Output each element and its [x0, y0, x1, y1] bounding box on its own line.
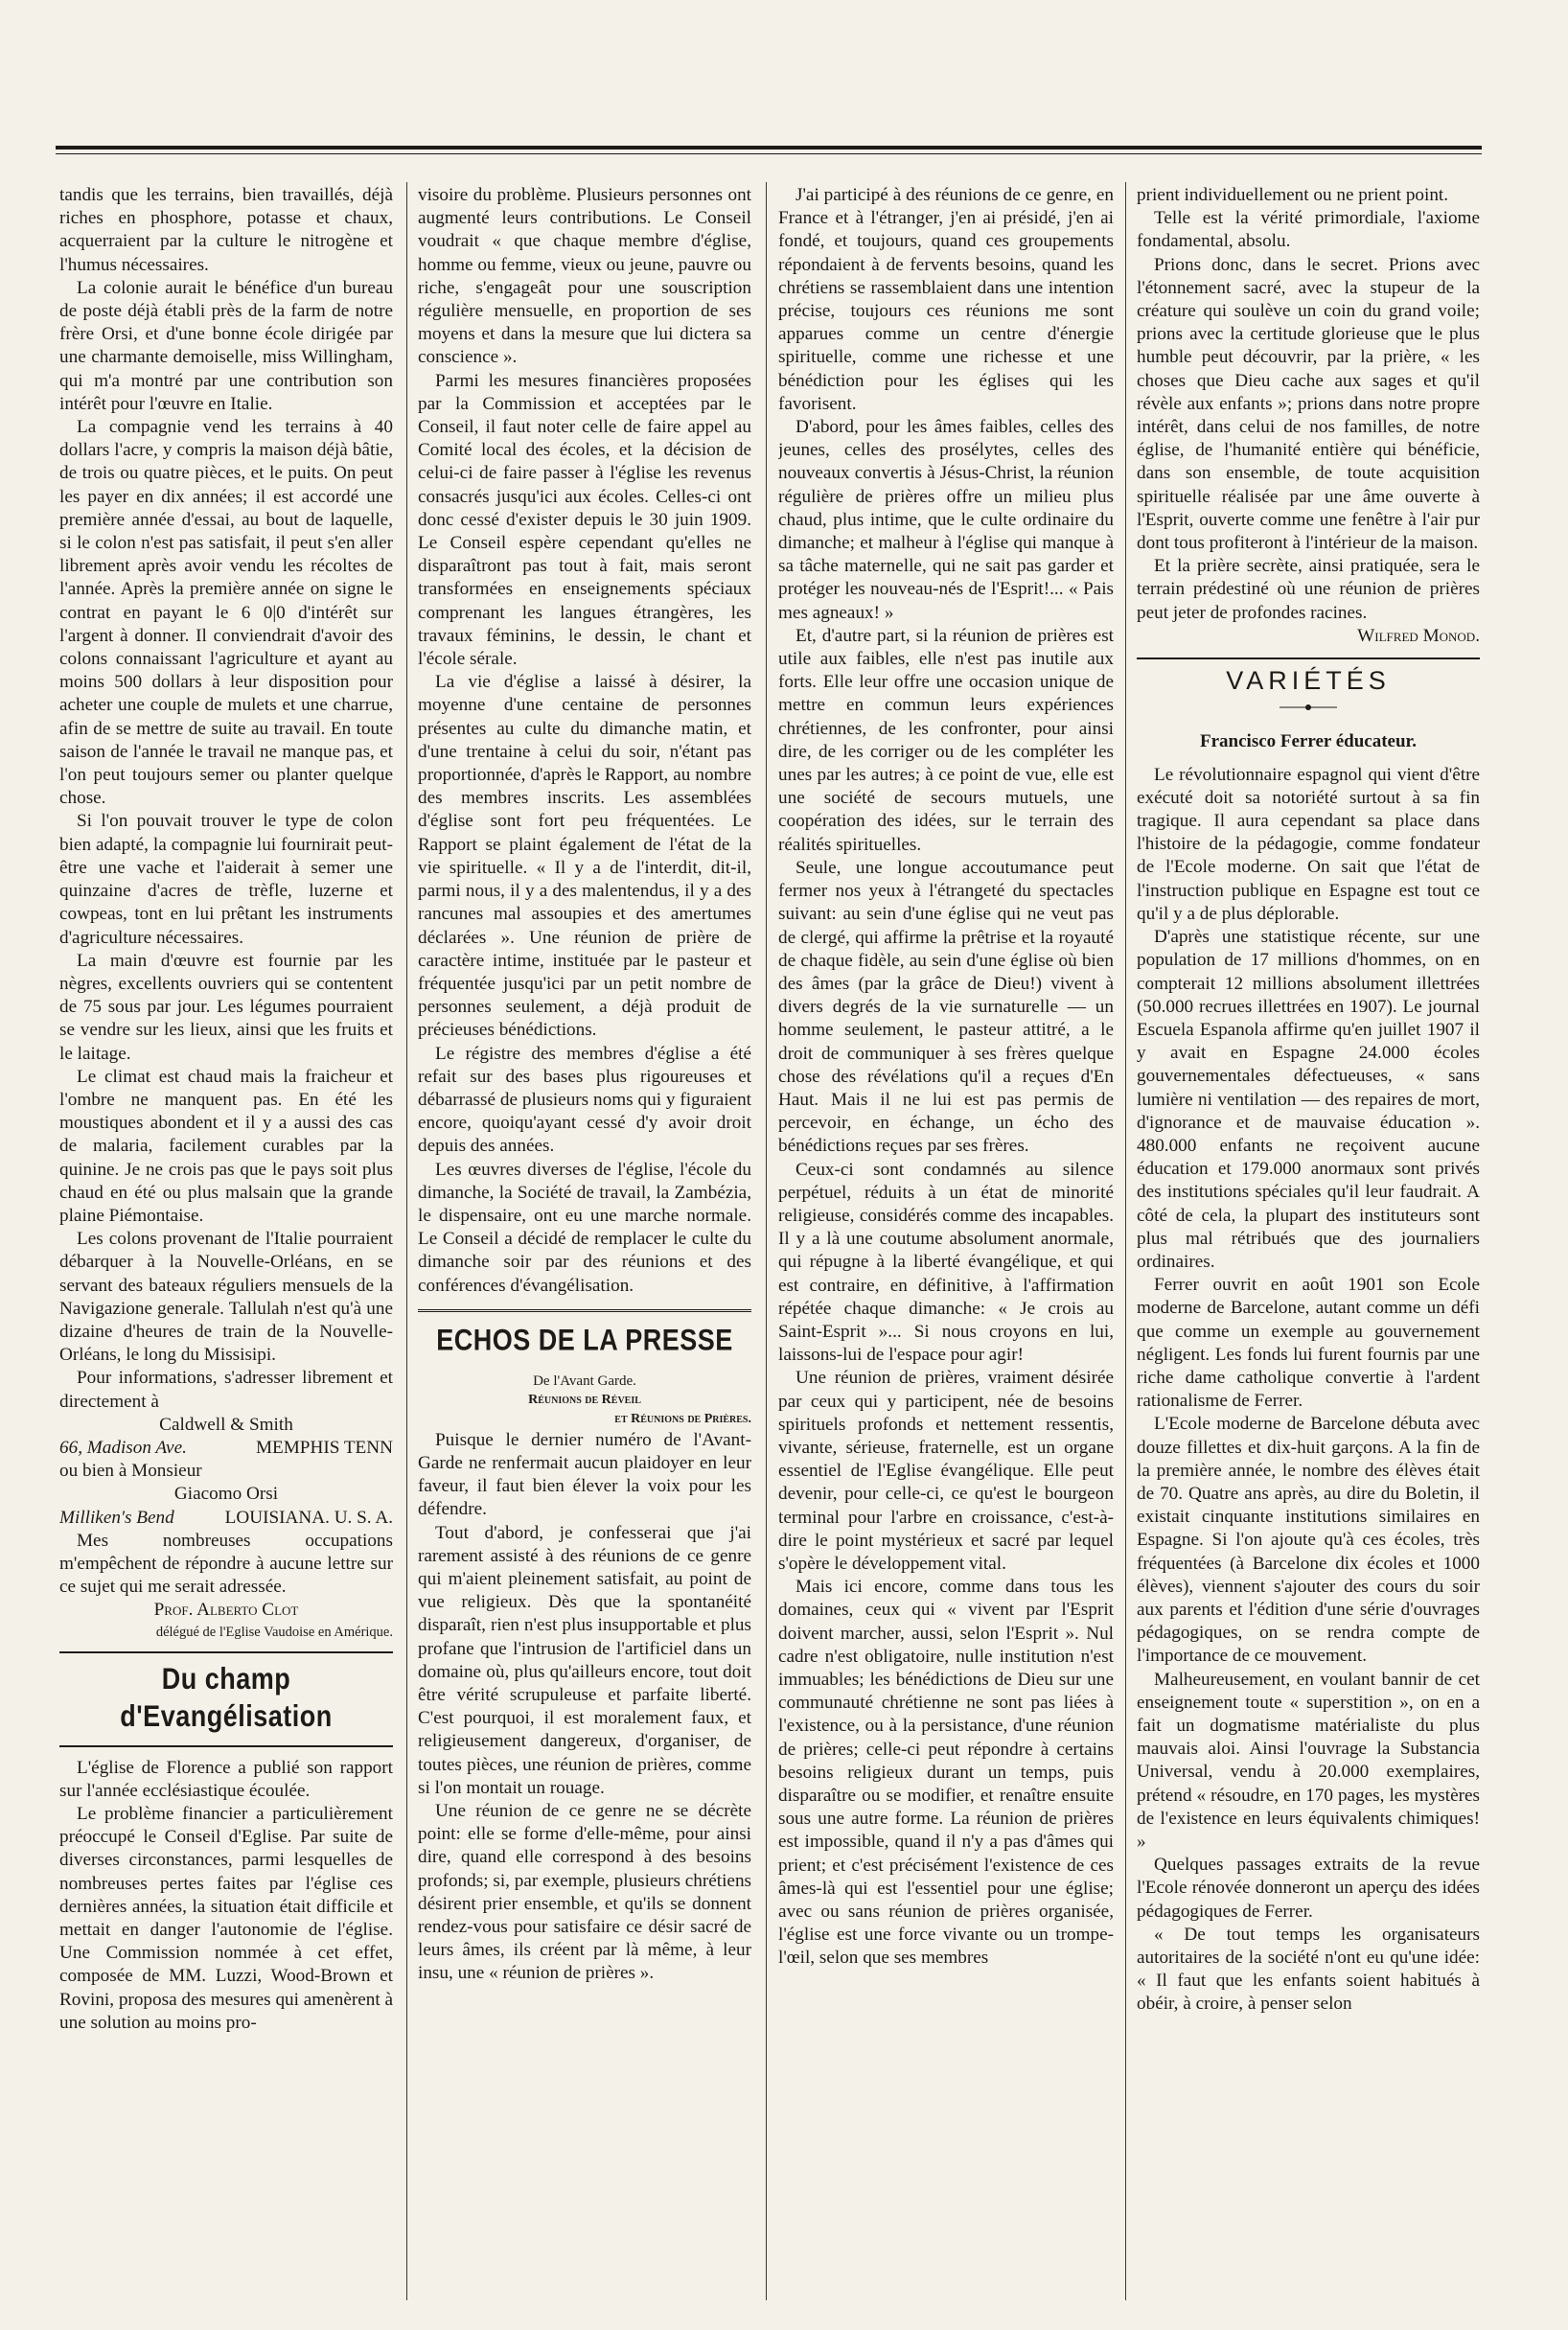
- paragraph: D'après une statistique récente, sur une population de 17 millions d'hommes, on en compterait 12 millions absolument illettrées (50.000 recrues illettrées en 1907). Le journal Escuela Espanola affirme qu'en juillet 1907 il y avait en Espagne 24.000 écoles gouvernementales défectueuses, « sans lumière ni ventilation — des repaires de mort, d'ignorance et de mauvaise éducation ». 480.000 enfants ne reçoivent aucune éducation et 179.000 anormaux sont privés des institutions spéciales qu'il leur faudrait. A côté de cela, la plupart des instituteurs sont plus mal rétribués que des journaliers ordinaires.: [1137, 927, 1480, 1272]
- article-subtitle: et Réunions de Prières.: [614, 1411, 751, 1426]
- paragraph: Seule, une longue accoutumance peut fermer nos yeux à l'étrangeté du spectacles suivant: au sein d'une église qui ne veut pas de clergé, qui affirme la prêtrise et la royauté de chaque fidèle, au sein d'une église où bien des âmes (par la grâce de Dieu!) vivent à divers degrés de la vie surnaturelle — un homme seulement, le pasteur attitré, a le droit de communiquer à ses frères quelque chose des révélations qu'il a reçues d'En Haut. Mais il ne lui est pas permis de percevoir, en échange, un écho des bénédictions reçues par ses frères.: [778, 857, 1114, 1157]
- author-title: délégué de l'Eglise Vaudoise en Amérique.: [155, 1624, 393, 1640]
- paragraph: La compagnie vend les terrains à 40 dollars l'acre, y compris la maison déjà bâtie, de trois ou quatre pièces, et le puits. On peut les payer en dix années; il est accordé une première année d'essai, au bout de laquelle, si le colon n'est pas satisfait, il peut s'en aller librement après avoir vendu les récoltes de l'année. Après la première année on signe le contrat en payant le 6 0|0 d'intérêt sur l'argent à donner. Il conviendrait d'avoir des colons connaissant l'agriculture et ayant au moins 500 dollars à leur disposition pour acheter une couple de mulets et une charrue, afin de se mettre de suite au travail. En toute saison de l'année le travail ne manque pas, et l'on peut toujours semer ou planter quelque chose.: [59, 417, 393, 809]
- address-state: LOUISIANA. U. S. A.: [224, 1507, 393, 1528]
- paragraph: Ceux-ci sont condamnés au silence perpétuel, réduits à un état de minorité religieuse, considérés comme des incapables. Il y a là une coutume absolument anormale, qui répugne à la liberté évangélique, et qui est contraire, en définitive, à l'affirmation répétée chaque dimanche: « Je crois au Saint-Esprit »... Si nous croyons en lui, laissons-lui de l'espace pour agir!: [778, 1159, 1114, 1366]
- column-divider: [1125, 182, 1126, 2300]
- paragraph: La colonie aurait le bénéfice d'un bureau de poste déjà établi près de la farm de notre frère Orsi, et d'une bonne école dirigée par une charmante demoiselle, miss Willingham, qui m'a montré par une contribution son intérêt pour l'œuvre en Italie.: [59, 277, 393, 414]
- paragraph: Mes nombreuses occupations m'empêchent de répondre à aucune lettre sur ce sujet qui me serait adressée.: [59, 1530, 393, 1598]
- article-subtitle: Réunions de Réveil: [528, 1392, 641, 1407]
- paragraph: « De tout temps les organisateurs autoritaires de la société n'ont eu qu'une idée: « Il faut que les enfants soient habitués à obéir, à croire, à penser selon: [1137, 1924, 1480, 2015]
- paragraph: Quelques passages extraits de la revue l'Ecole rénovée donneront un aperçu des idées pédagogiques de Ferrer.: [1137, 1855, 1480, 1922]
- address-line: [59, 1437, 393, 1460]
- paragraph: Les colons provenant de l'Italie pourraient débarquer à la Nouvelle-Orléans, en se servant des bateaux réguliers mensuels de la Navigazione generale. Tallulah n'est qu'à une dizaine d'heures de train de la Nouvelle-Orléans, le long du Missisipi.: [59, 1229, 393, 1366]
- section-rule: [418, 1309, 751, 1312]
- paragraph: Une réunion de prières, vraiment désirée par ceux qui y participent, née de besoins spirituels profonds et nettement ressentis, vivante, sérieuse, fraternelle, est un organe essentiel de l'Eglise évangélique. Elle peut devenir, pour celle-ci, ce qu'est le bourgeon terminal pour l'arbre en croissance, c'est-à-dire le point mystérieux et sacré par lequel s'opère le développement vital.: [778, 1368, 1114, 1574]
- address-line: ou bien à Monsieur: [59, 1461, 202, 1482]
- paragraph: tandis que les terrains, bien travaillés, déjà riches en phosphore, potasse et chaux, acquerraient par la culture le nitrogène et l'humus nécessaires.: [59, 185, 393, 275]
- column-1: [59, 184, 393, 2293]
- section-rule: [59, 1745, 393, 1747]
- address-line: Giacomo Orsi: [173, 1484, 279, 1505]
- paragraph: Mais ici encore, comme dans tous les domaines, ceux qui « vivent par l'Esprit doivent marcher, aussi, selon l'Esprit ». Nul cadre n'est obligatoire, nulle institution n'est immuables; les bénédictions de Dieu sur une communauté chrétienne ne sont pas liées à l'existence, ou à la persistance, d'une réunion de prières; celle-ci peut répondre à certains besoins religieux durant un temps, puis disparaître ou se modifier, et renaître ensuite sous une autre forme. La réunion de prières est impossible, quand il n'y a pas d'âmes qui prient; et c'est précisément l'existence de ces âmes-là qui est l'essentiel pour une église; avec ou sans réunion de prières organisée, l'église est une force vivante ou un trompe-l'œil, selon que ses membres: [778, 1577, 1114, 1969]
- header-rule-thin: [56, 153, 1482, 154]
- paragraph: Le régistre des membres d'église a été refait sur des bases plus rigoureuses et débarrassé de plusieurs noms qui y figuraient encore, quoiqu'ayant cessé d'y avoir droit depuis des années.: [418, 1043, 751, 1157]
- address-line: Caldwell & Smith: [159, 1414, 293, 1435]
- paragraph: Tout d'abord, je confesserai que j'ai rarement assisté à des réunions de ce genre qui m'aient pleinement satisfait, au point de vue religieux. Dès que la spontanéité disparaît, rien n'est plus insupportable et plus profane que l'intrusion de l'artificiel dans un domaine où, plus qu'ailleurs encore, tout doit être vérité scrupuleuse et parfaite liberté. C'est pourquoi, il est moralement faux, et religieusement dangereux, d'organiser, de toutes pièces, une réunion de prières, comme si l'on montait un rouage.: [418, 1522, 751, 1798]
- paragraph: Malheureusement, en voulant bannir de cet enseignement toute « superstition », on en a fait un dogmatisme matérialiste du plus mauvais aloi. Ainsi l'ouvrage la Substancia Universal, vendu à 20.000 exemplaires, prétend « résoudre, en 170 pages, les mystères de l'existence en leurs équivalents chimiques! »: [1137, 1669, 1480, 1853]
- address-place: Milliken's Bend: [59, 1507, 174, 1528]
- section-rule: [1137, 657, 1480, 659]
- section-title: ECHOS DE LA PRESSE: [436, 1323, 733, 1356]
- paragraph: D'abord, pour les âmes faibles, celles des jeunes, celles des prosélytes, celles des nouveaux convertis à Jésus-Christ, la réunion régulière de prières offre un milieu plus chaud, plus intime, que le culte ordinaire du dimanche; et malheur à l'église qui manque à sa tâche maternelle, qui ne sait pas garder et protéger les nouveau-nés de l'Esprit!... « Pais mes agneaux! »: [778, 417, 1114, 623]
- paragraph: Une réunion de ce genre ne se décrète point: elle se forme d'elle-même, pour ainsi dire, quand elle correspond à des besoins profonds; si, par exemple, plusieurs chrétiens désirent prier ensemble, et qu'ils se donnent rendez-vous pour satisfaire ce désir sacré de leurs âmes, ils créent par là même, à leur insu, une « réunion de prières ».: [418, 1801, 751, 1984]
- section-title: VARIÉTÉS: [1226, 666, 1391, 696]
- paragraph: prient individuellement ou ne prient point.: [1137, 185, 1449, 205]
- paragraph: L'Ecole moderne de Barcelone débuta avec douze fillettes et dix-huit garçons. A la fin de la première année, le nombre des élèves était de 70. Quatre ans après, au dire du Boletin, il existait cinquante institutions similaires en Espagne. Si l'on ajoute qu'à ces écoles, très fréquentées (à Barcelone dix écoles et 1000 élèves), viennent s'ajouter des cours du soir aux parents et l'édition d'une série d'ouvrages pédagogiques, on se rendra compte de l'importance de ce mouvement.: [1137, 1414, 1480, 1667]
- paragraph: Telle est la vérité primordiale, l'axiome fondamental, absolu.: [1137, 208, 1480, 252]
- header-rule: [56, 146, 1482, 150]
- paragraph: visoire du problème. Plusieurs personnes ont augmenté leurs contributions. Le Conseil voudrait « que chaque membre d'église, homme ou femme, vieux ou jeune, pauvre ou riche, s'engageât pour une souscription régulière mensuelle, en proportion de ses moyens et dans la mesure que lui dictera sa conscience ».: [418, 185, 751, 368]
- address-city: MEMPHIS TENN: [255, 1437, 393, 1458]
- column-2: [418, 184, 751, 2293]
- address-block: [59, 1414, 393, 1530]
- paragraph: Le climat est chaud mais la fraicheur et l'ombre ne manquent pas. En été les moustiques abondent et il y a aussi des cas de malaria, facilement curables par la quinine. Je ne crois pas que le pays soit plus chaud en été ou plus malsain que la grande plaine Piémontaise.: [59, 1066, 393, 1226]
- address-street: 66, Madison Ave.: [59, 1437, 187, 1458]
- paragraph: La vie d'église a laissé à désirer, la moyenne d'une centaine de personnes présentes au culte du dimanche matin, et d'une trentaine à celui du soir, n'étant pas proportionnée, d'après le Rapport, au nombre des membres inscrits. Les assemblées d'église sont fort peu fréquentées. Le Rapport se plaint également de l'état de la vie spirituelle. « Il y a de l'interdit, dit-il, parmi nous, il y a des malentendus, il y a des rancunes mal assoupies et des amertumes déclarées ». Une réunion de prière de caractère intime, instituée par le pasteur et fréquentée jusqu'ici par un petit nombre de personnes seulement, a déjà produit de précieuses bénédictions.: [418, 672, 751, 1041]
- paragraph: Parmi les mesures financières proposées par la Commission et acceptées par le Conseil, il faut noter celle de faire appel au Comité local des écoles, et la décision de celui-ci de faire passer à l'église les revenus consacrés jusqu'ici aux écoles. Celles-ci ont donc cessé d'exister depuis le 30 juin 1909. Le Conseil espère cependant qu'elles ne disparaîtront pas tout à fait, mais seront transformées en enseignements spéciaux comprenant les langues étrangères, les travaux féminins, le dessin, le chant et l'école sérale.: [418, 370, 751, 670]
- section-rule: [59, 1651, 393, 1653]
- paragraph: Prions donc, dans le secret. Prions avec l'étonnement sacré, avec la stupeur de la créature qui soulève un coin du grand voile; prions avec la certitude glorieuse que le plus humble peut découvrir, par la prière, « les choses que Dieu cache aux sages et qu'il révèle aux enfants »; prions dans notre propre intérêt, dans celui de nos familles, de notre église, de l'humanité entière qui bénéficie, dans son ensemble, de toute acquisition spirituelle réalisée par une âme ouverte à l'Esprit, ouverte comme une fenêtre à l'air pur dont tous profiteront à l'intérieur de la maison.: [1137, 254, 1480, 554]
- paragraph: Et la prière secrète, ainsi pratiquée, sera le terrain prédestiné où une réunion de prières peut jeter de profondes racines.: [1137, 556, 1480, 623]
- column-4: [1137, 184, 1480, 2293]
- paragraph: Le révolutionnaire espagnol qui vient d'être exécuté doit sa notoriété surtout à sa fin tragique. Il aura cependant sa place dans l'histoire de la pédagogie, comme fondateur de l'Ecole moderne. On sait que l'état de l'instruction publique en Espagne est tout ce qu'il y a de plus déplorable.: [1137, 764, 1480, 924]
- column-divider: [406, 182, 407, 2300]
- address-line: [59, 1507, 393, 1530]
- paragraph: L'église de Florence a publié son rapport sur l'année ecclésiastique écoulée.: [59, 1757, 393, 1801]
- paragraph: Pour informations, s'adresser librement et directement à: [59, 1368, 393, 1412]
- paragraph: Puisque le dernier numéro de l'Avant-Garde ne renfermait aucun plaidoyer en leur faveur, il faut bien élever la voix pour les défendre.: [418, 1429, 751, 1520]
- ornament-icon: [1137, 698, 1480, 721]
- source-line: De l'Avant Garde.: [533, 1373, 636, 1389]
- column-divider: [766, 182, 767, 2300]
- paragraph: J'ai participé à des réunions de ce genre, en France et à l'étranger, j'en ai présidé, j'en ai fondé, et toujours, quand ces groupements répondaient à de fervents besoins, quand les chrétiens se rassemblaient dans une intention précise, toujours ces réunions me sont apparues comme un centre d'énergie spirituelle, comme une richesse et une bénédiction pour les églises qui les favorisent.: [778, 185, 1114, 414]
- author-signature: Wilfred Monod.: [1357, 625, 1480, 646]
- section-title: Du champ d'Evangélisation: [120, 1661, 333, 1733]
- paragraph: La main d'œuvre est fournie par les nègres, excellents ouvriers qui se contentent de 75 sous par jour. Les légumes pourraient se vendre sur les lieux, ainsi que les fruits et le laitage.: [59, 950, 393, 1064]
- article-title: Francisco Ferrer éducateur.: [1200, 731, 1417, 752]
- paragraph: Et, d'autre part, si la réunion de prières est utile aux faibles, elle n'est pas inutile aux forts. Elle leur offre une occasion unique de mettre en commun leurs expériences chrétiennes, de les confronter, pour ainsi dire, de les corriger ou de les compléter les unes par les autres; à ce point de vue, elle est une société de secours mutuels, une coopération des idées, sur le terrain des réalités spirituelles.: [778, 625, 1114, 855]
- paragraph: Ferrer ouvrit en août 1901 son Ecole moderne de Barcelone, autant comme un défi que comme un exemple au gouvernement négligent. Les fonds lui furent fournis par une riche dame catholique convertie à l'ardent rationalisme de Ferrer.: [1137, 1275, 1480, 1412]
- paragraph: Si l'on pouvait trouver le type de colon bien adapté, la compagnie lui fournirait peut-être une vache et l'aiderait à semer une quinzaine d'acres de trèfle, luzerne et cowpeas, tont en lui prêtant les instruments d'agriculture nécessaires.: [59, 811, 393, 948]
- column-3: [778, 184, 1114, 2293]
- author-signature: Prof. Alberto Clot: [153, 1600, 299, 1621]
- paragraph: Les œuvres diverses de l'église, l'école du dimanche, la Société de travail, la Zambézia, le dispensaire, ont eu une marche normale. Le Conseil a décidé de remplacer le culte du dimanche soir par des réunions et des conférences d'évangélisation.: [418, 1159, 751, 1296]
- paragraph: Le problème financier a particulièrement préoccupé le Conseil d'Eglise. Par suite de diverses circonstances, parmi lesquelles de nombreuses pertes faites par l'église ces dernières années, la situation était difficile et mettait en danger l'autonomie de l'église. Une Commission nommée à cet effet, composée de MM. Luzzi, Wood-Brown et Rovini, proposa des mesures qui amenèrent à une solution au moins pro-: [59, 1804, 393, 2033]
